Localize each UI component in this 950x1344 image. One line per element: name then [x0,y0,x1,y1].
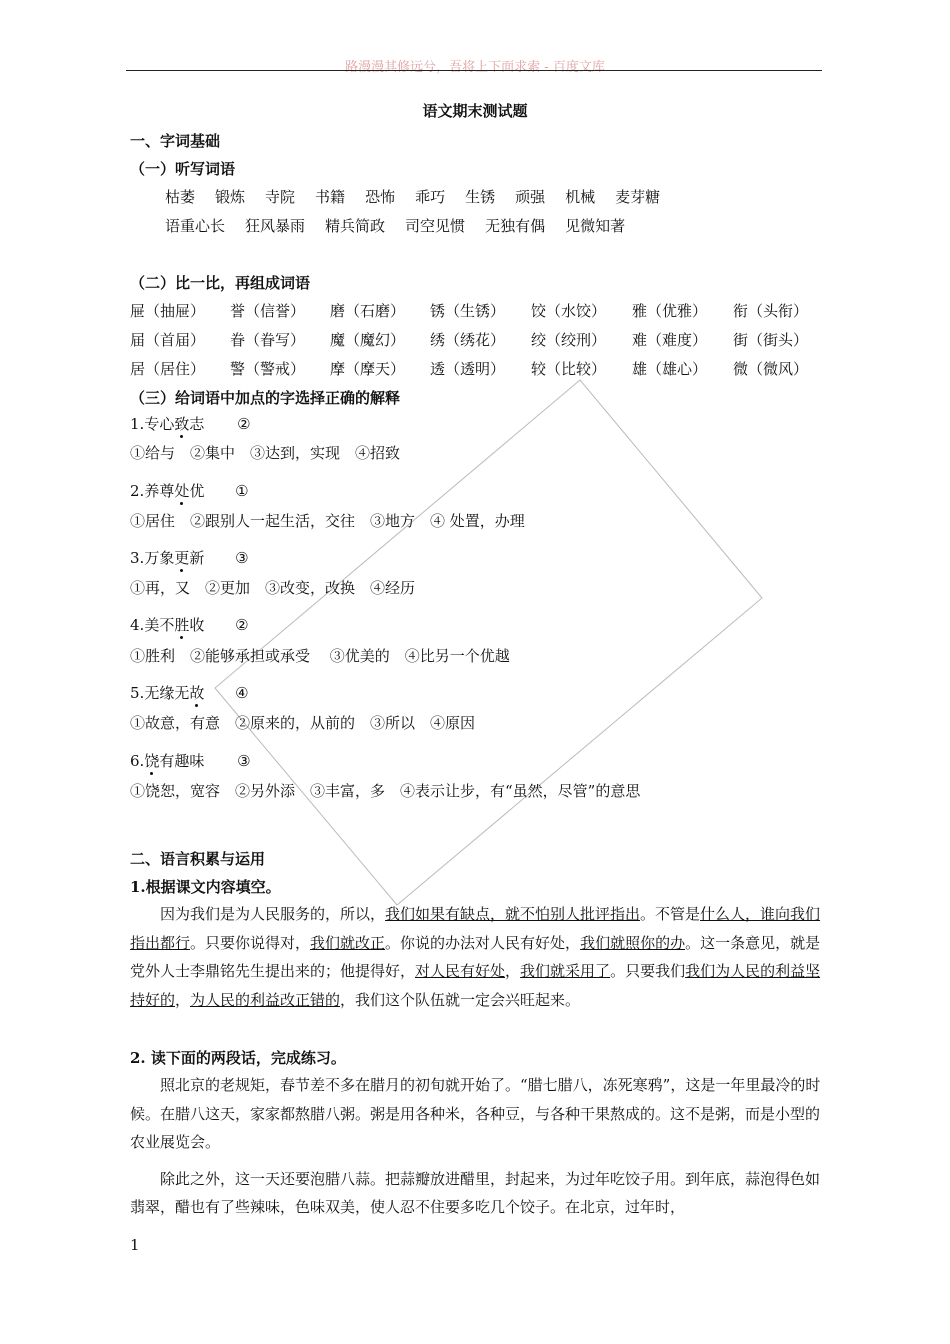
phrase-part: 美不 [144,616,175,634]
compare-cell: 雄（雄心） [632,360,708,378]
compare-cell: 居（居住） [130,360,206,378]
word: 锻炼 [215,188,246,206]
phrase-part: 有趣味 [159,752,205,770]
compare-grid [130,300,830,387]
word: 无独有偶 [485,217,546,235]
paragraph-text: ，我们这个队伍就一定会兴旺起来。 [340,990,581,1009]
question-item [130,750,251,771]
phrase-part: 专心 [144,415,175,433]
word: 精兵简政 [325,217,386,235]
compare-cell: 难（难度） [632,331,708,349]
passage-paragraph-2: 除此之外，这一天还要泡腊八蒜。把蒜瓣放进醋里，封起来，为过年吃饺子用。到年底，蒜泡得色如翡翠，醋也有了些辣味，色味双美，使人忍不住要多吃几个饺子。在北京，过年时， [130,1169,821,1216]
word: 司空见惯 [405,217,466,235]
compare-cell: 饺（水饺） [531,302,607,320]
filled-answer: 我们如果有缺点，就不怕别人批评指出 [385,905,641,923]
compare-cell: 警（警戒） [230,360,306,378]
compare-cell: 磨（石磨） [330,302,406,320]
header-rule [126,70,822,71]
compare-cell: 摩（摩天） [330,360,406,378]
compare-cell: 衔（头衔） [733,302,809,320]
dotted-char: 饶 [144,752,160,770]
dotted-char: 致 [174,415,190,433]
section2-heading: 二、语言积累与运用 [130,850,266,868]
options-line: ①给与 ②集中 ③达到，实现 ④招致 [130,444,401,462]
question-number: 5. [130,684,145,702]
paragraph-text: ， [505,962,521,980]
question-item [130,480,249,501]
compare-cell: 魔（魔幻） [330,331,406,349]
question-item [130,547,249,568]
phrase-part: 万象 [144,549,175,567]
page-title: 语文期末测试题 [422,102,528,120]
compare-row [130,329,830,358]
compare-cell: 屉（抽屉） [130,302,206,320]
paragraph-text: 。你说的办法对人民有好处， [385,933,581,952]
word: 狂风暴雨 [245,217,306,235]
filled-answer: 我们就照你的办 [580,933,686,952]
options-line: ①再，又 ②更加 ③改变，改换 ④经历 [130,579,416,597]
answer: ① [235,482,249,500]
compare-cell: 微（微风） [733,360,809,378]
phrase-part: 养尊 [144,482,175,500]
page-number: 1 [130,1236,140,1254]
dotted-char: 处 [174,482,190,500]
section1-heading: 一、字词基础 [130,132,221,150]
compare-cell: 较（比较） [531,360,607,378]
options-line: ①胜利 ②能够承担或承受 ③优美的 ④比另一个优越 [130,647,510,665]
question-number: 4. [130,616,145,634]
word: 语重心长 [165,217,226,235]
question-number: 3. [130,549,145,567]
paragraph-text: 。这一条意见，就是党外人士李鼎铭先生提出来的；他提得好， [130,933,821,980]
passage-paragraph-1: 照北京的老规矩，春节差不多在腊月的初旬就开始了。“腊七腊八，冻死寒鸦”，这是一年里最冷的时候。在腊八这天，家家都熬腊八粥。粥是用各种米，各种豆，与各种干果熬成的。这不是粥，而是小型的农业展览会。 [130,1076,821,1151]
answer: ③ [237,752,251,770]
filled-answer: 对人民有好处 [415,962,506,980]
filled-answer: 为人民的利益改正错的 [190,990,341,1009]
word: 见微知著 [565,217,626,235]
answer: ② [235,616,249,634]
compare-cell: 街（街头） [733,331,809,349]
word: 机械 [565,188,596,206]
question-item [130,413,251,434]
question-number: 2. [130,482,145,500]
phrase-part: 新 [189,549,205,567]
options-line: ①饶恕，宽容 ②另外添 ③丰富，多 ④表示让步，有“虽然，尽管”的意思 [130,782,641,800]
answer: ④ [235,684,249,702]
word: 寺院 [265,188,296,206]
filled-answer: 我们就采用了 [520,962,611,980]
answer: ② [237,415,251,433]
phrase-part: 优 [189,482,205,500]
word: 顽强 [515,188,546,206]
document-header: 路漫漫其修远兮，吾将上下面求索 - 百度文库 [345,60,605,75]
paragraph-text: 。只要我们 [610,962,686,980]
filled-answer: 我们为人民的利益坚持好的 [130,962,821,1009]
compare-cell: 雅（优雅） [632,302,708,320]
dotted-char: 故 [189,684,205,702]
question-number: 1. [130,415,145,433]
filled-answer: 我们就改正 [310,933,386,952]
options-line: ①居住 ②跟别人一起生活，交往 ③地方 ④ 处置，办理 [130,512,525,530]
compare-cell: 誉（信誉） [230,302,306,320]
dictation-row-2 [165,215,645,236]
compare-cell: 锈（生锈） [430,302,506,320]
compare-row [130,300,830,329]
question-item [130,614,249,635]
word: 书籍 [315,188,346,206]
compare-cell: 届（首届） [130,331,206,349]
paragraph-text: 因为我们是为人民服务的，所以， [160,905,386,923]
word: 恐怖 [365,188,396,206]
compare-cell: 眷（眷写） [230,331,306,349]
dictation-row-1 [165,186,680,207]
paragraph-text: 。只要你说得对， [190,933,311,952]
q1-heading: 1.根据课文内容填空。 [130,878,281,896]
phrase-part: 收 [189,616,205,634]
part1-heading: （一）听写词语 [130,160,236,178]
paragraph-text: ， [175,990,191,1009]
word: 乖巧 [415,188,446,206]
question-item [130,682,249,703]
dotted-char: 更 [174,549,190,567]
fill-in-paragraph [130,900,830,1014]
part2-heading: （二）比一比，再组成词语 [130,274,311,292]
fill-in-text [130,900,830,1014]
question-number: 6. [130,752,145,770]
word: 枯萎 [165,188,196,206]
phrase-part: 志 [189,415,205,433]
compare-row [130,358,830,387]
phrase-part: 无缘无 [144,684,190,702]
reading-passage [130,1071,830,1222]
part3-heading: （三）给词语中加点的字选择正确的解释 [130,389,401,407]
filled-answer: 什么人，谁向我们指出都行 [130,905,821,952]
options-line: ①故意，有意 ②原来的，从前的 ③所以 ④原因 [130,714,476,732]
compare-cell: 透（透明） [430,360,506,378]
dotted-char: 胜 [174,616,190,634]
answer: ③ [235,549,249,567]
compare-cell: 绞（绞刑） [531,331,607,349]
paragraph-text: 。不管是 [640,905,701,923]
word: 麦芽糖 [615,188,661,206]
q2-heading: 2. 读下面的两段话，完成练习。 [130,1049,346,1067]
word: 生锈 [465,188,496,206]
compare-cell: 绣（绣花） [430,331,506,349]
